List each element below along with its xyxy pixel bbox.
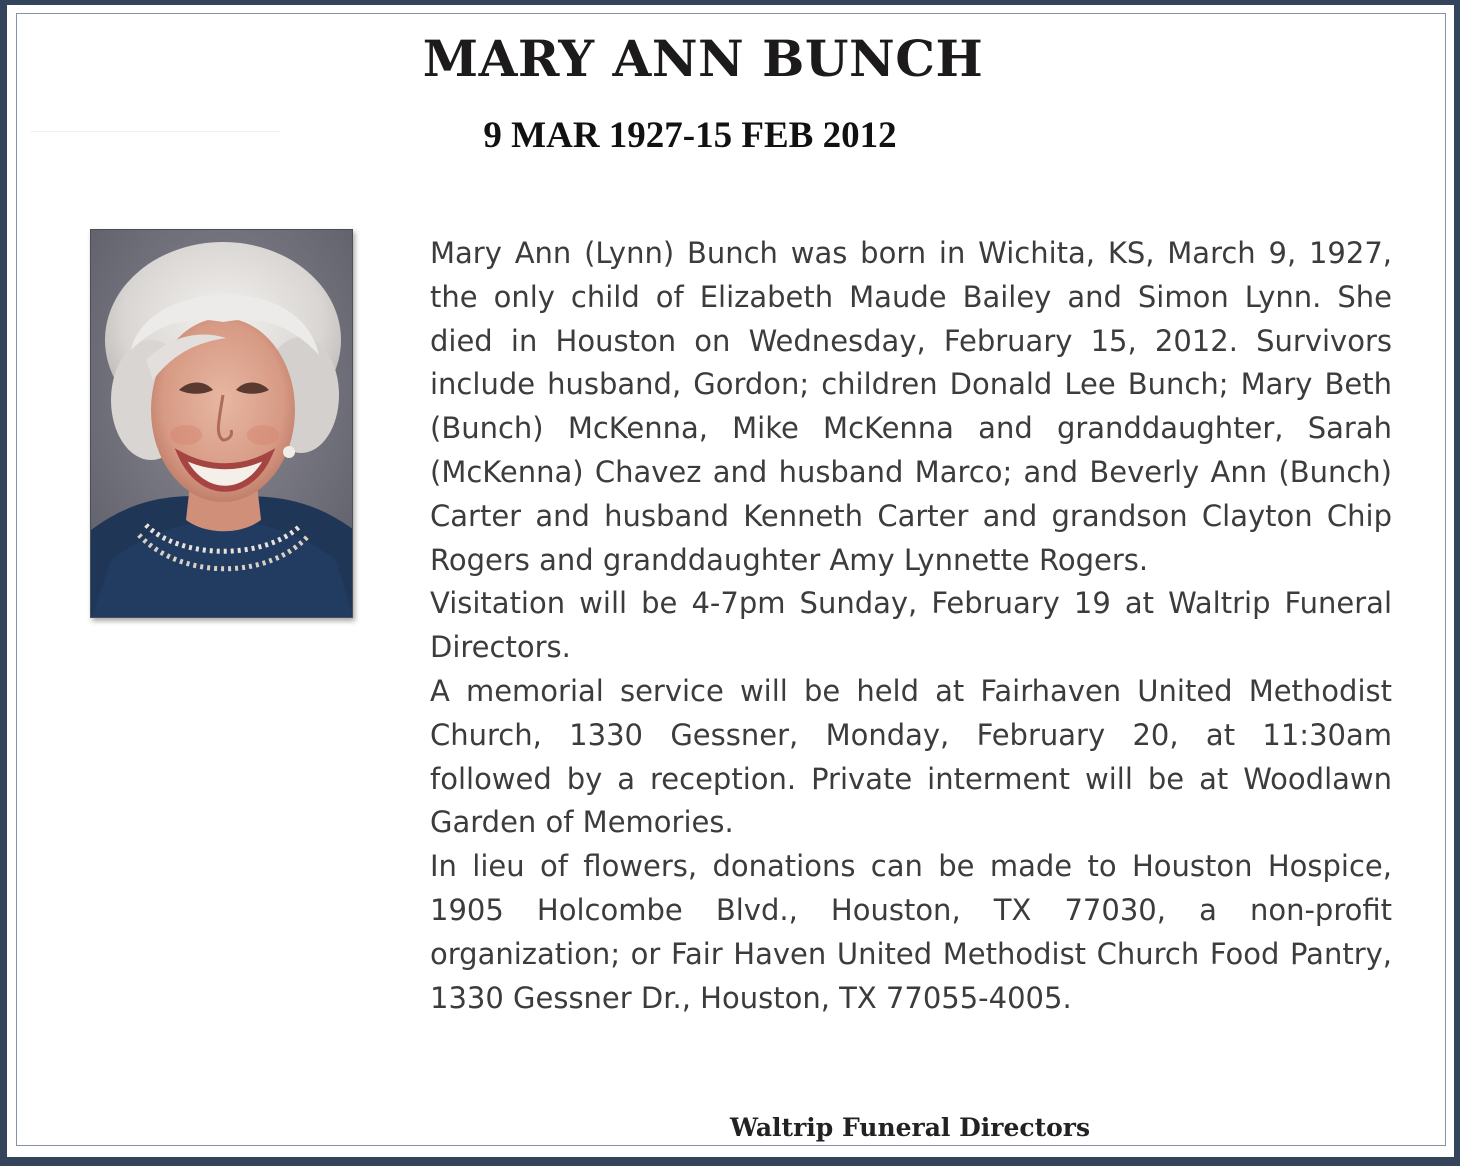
decorative-rule	[30, 131, 280, 132]
obituary-paragraph-visitation: Visitation will be 4-7pm Sunday, February 19 at Waltrip Funeral Directors.	[430, 586, 1392, 665]
portrait-illustration	[91, 230, 353, 618]
obituary-text	[430, 232, 1392, 1020]
portrait-photo	[90, 229, 353, 618]
obituary-paragraph-donations: In lieu of flowers, donations can be made to Houston Hospice, 1905 Holcombe Blvd., Houston, TX 77030, a non-profit organization; or Fair Haven United Methodist Church Food Pantry, 1330 Gessner Dr., Houston, TX 77055-4005.	[430, 849, 1392, 1015]
deceased-name: MARY ANN BUNCH	[422, 29, 984, 88]
funeral-home-signature: Waltrip Funeral Directors	[729, 1113, 1091, 1142]
obituary-paragraph-biography: Mary Ann (Lynn) Bunch was born in Wichita, KS, March 9, 1927, the only child of Elizabeth Maude Bailey and Simon Lynn. She died in Houston on Wednesday, February 15, 2012. Survivors include husband, Gordon; children Donald Lee Bunch; Mary Beth (Bunch) McKenna, Mike McKenna and granddaughter, Sarah (McKenna) Chavez and husband Marco; and Beverly Ann (Bunch) Carter and husband Kenneth Carter and grandson Clayton Chip Rogers and granddaughter Amy Lynnette Rogers.	[430, 236, 1392, 577]
obituary-paragraph-memorial-service: A memorial service will be held at Fairhaven United Methodist Church, 1330 Gessner, Monday, February 20, at 11:30am followed by a reception. Private interment will be at Woodlawn Garden of Memories.	[430, 673, 1392, 840]
life-dates: 9 MAR 1927-15 FEB 2012	[483, 115, 897, 156]
